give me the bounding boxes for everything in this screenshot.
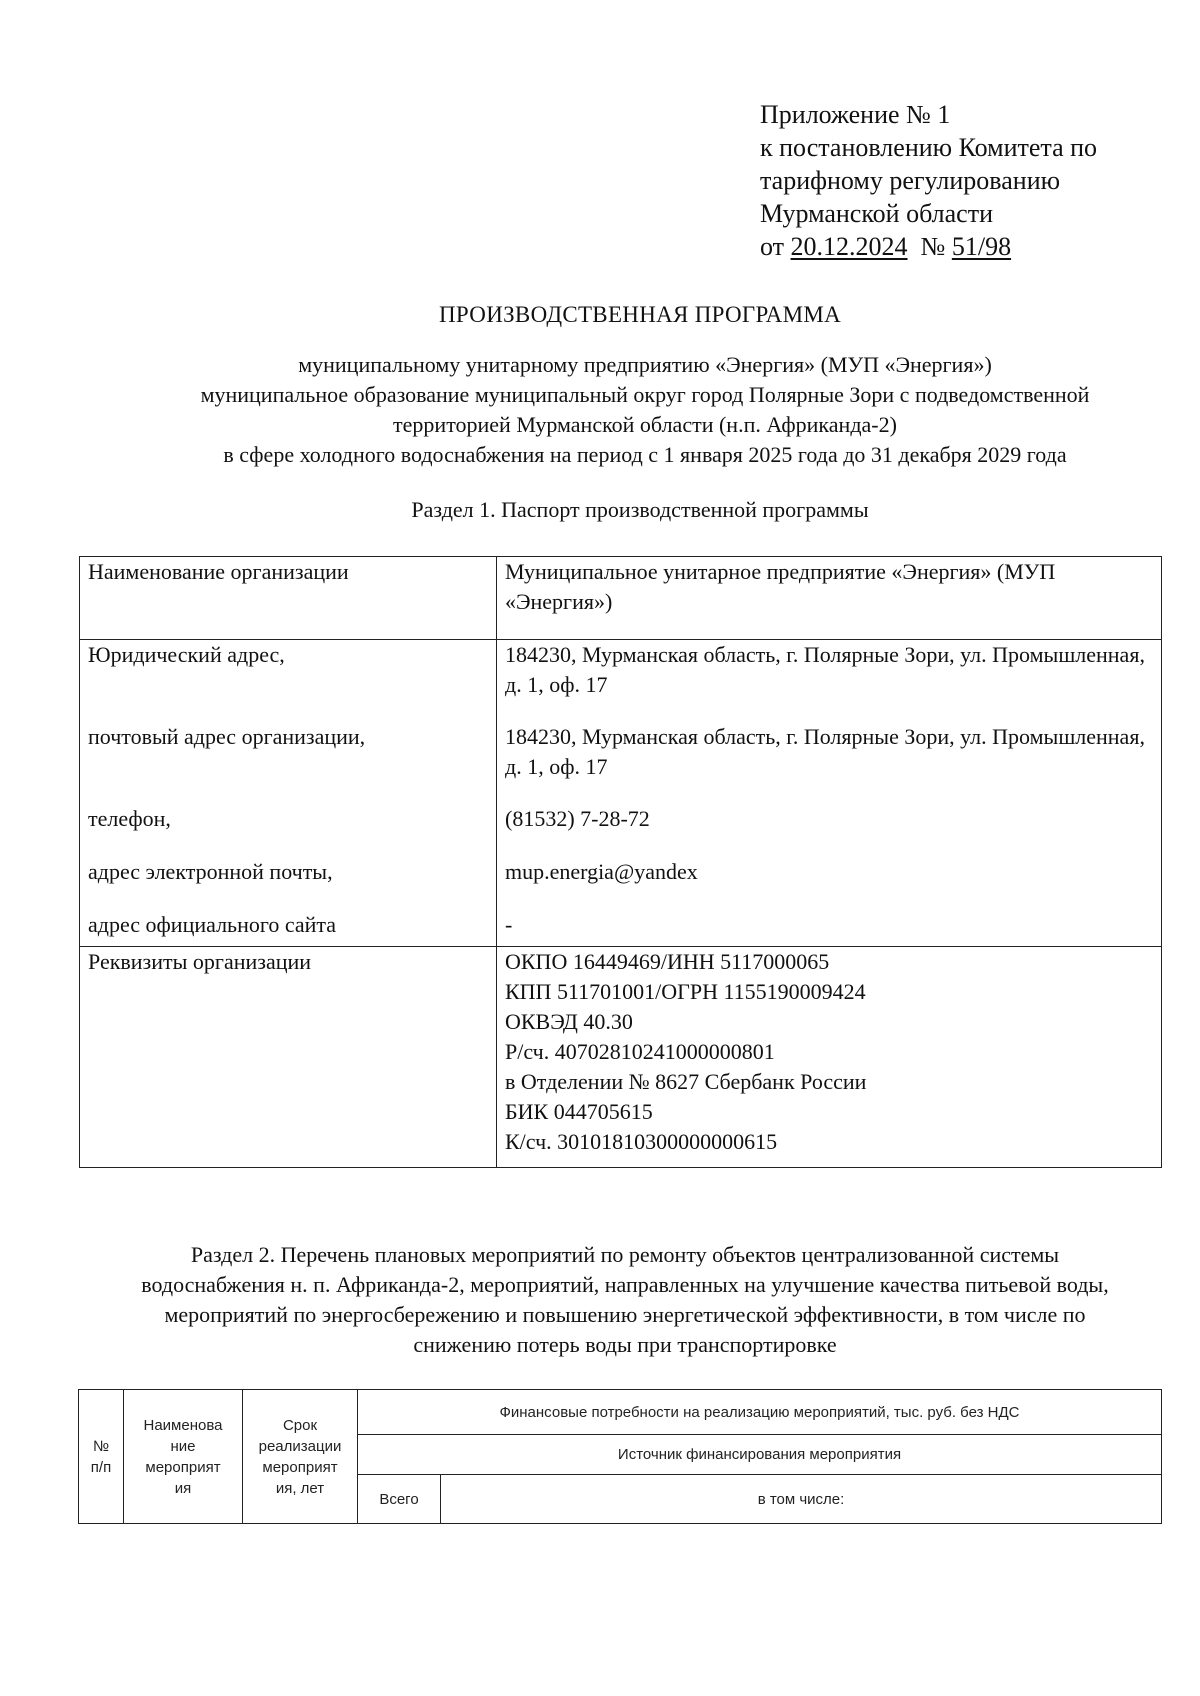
site-value: - — [505, 912, 513, 937]
table-row — [79, 1390, 1162, 1435]
subtitle-line: территорией Мурманской области (н.п. Африканда-2) — [393, 412, 897, 437]
header-text: Наименова — [143, 1416, 223, 1434]
phone-label: телефон, — [88, 806, 171, 831]
table-row — [80, 557, 1162, 640]
requisite-line: БИК 044705615 — [505, 1099, 653, 1124]
total-header: Всего — [358, 1475, 441, 1524]
org-name-value: Муниципальное унитарное предприятие «Энергия» (МУП «Энергия») — [505, 559, 1056, 614]
header-text: № — [92, 1437, 110, 1455]
number-prefix: № — [920, 232, 952, 261]
table-row — [80, 640, 1162, 947]
table-cell — [497, 557, 1162, 640]
resolution-date: 20.12.2024 — [790, 232, 908, 261]
section1-title: Раздел 1. Паспорт производственной программы — [411, 497, 869, 522]
legal-address-label: Юридический адрес, — [88, 642, 285, 667]
header-text: ия — [174, 1479, 192, 1497]
appendix-line: Мурманской области — [760, 199, 993, 228]
appendix-line: тарифному регулированию — [760, 166, 1061, 195]
requisites-list — [497, 947, 1162, 1168]
header-text: ние — [170, 1437, 196, 1455]
table-cell — [80, 557, 497, 640]
requisites-label: Реквизиты организации — [88, 949, 312, 974]
table-cell — [497, 640, 1162, 947]
passport-table — [79, 556, 1162, 1168]
header-text: реализации — [258, 1437, 342, 1455]
requisite-line: КПП 511701001/ОГРН 1155190009424 — [505, 979, 866, 1004]
header-text: ия, лет — [275, 1479, 325, 1497]
requisite-line: Р/сч. 40702810241000000801 — [505, 1039, 775, 1064]
email-value: mup.energia@yandex — [505, 859, 698, 884]
fin-needs-header: Финансовые потребности на реализацию мероприятий, тыс. руб. без НДС — [358, 1390, 1162, 1435]
org-name-label: Наименование организации — [88, 559, 349, 584]
document-subtitle — [115, 350, 1175, 470]
including-header: в том числе: — [441, 1475, 1162, 1524]
subtitle-line: муниципальное образование муниципальный округ город Полярные Зори с подведомственной — [200, 382, 1090, 407]
source-header: Источник финансирования мероприятия — [358, 1435, 1162, 1475]
section2-line: Раздел 2. Перечень плановых мероприятий по ремонту объектов централизованной системы — [190, 1242, 1060, 1267]
postal-address-label: почтовый адрес организации, — [88, 724, 366, 749]
section2-title — [70, 1240, 1180, 1360]
col-term-header — [243, 1390, 358, 1524]
col-number-header — [79, 1390, 124, 1524]
table-cell — [80, 947, 497, 1168]
legal-address-value: 184230, Мурманская область, г. Полярные Зори, ул. Промышленная, д. 1, оф. 17 — [505, 642, 1145, 697]
date-prefix: от — [760, 232, 791, 261]
requisite-line: ОКВЭД 40.30 — [505, 1009, 633, 1034]
col-name-header — [124, 1390, 243, 1524]
header-text: п/п — [90, 1458, 112, 1476]
requisite-line: К/сч. 30101810300000000615 — [505, 1129, 778, 1154]
plan-table — [78, 1389, 1162, 1524]
appendix-line: к постановлению Комитета по — [760, 133, 1098, 162]
appendix-line: Приложение № 1 — [760, 100, 951, 129]
requisite-line: в Отделении № 8627 Сбербанк России — [505, 1069, 867, 1094]
appendix-header — [760, 98, 1097, 263]
section2-line: мероприятий по энергосбережению и повышению энергетической эффективности, в том числе по — [164, 1302, 1086, 1327]
document-title: ПРОИЗВОДСТВЕННАЯ ПРОГРАММА — [439, 302, 841, 327]
section2-line: водоснабжения н. п. Африканда-2, мероприятий, направленных на улучшение качества питьевой воды, — [141, 1272, 1109, 1297]
appendix-date-line — [760, 230, 1097, 263]
header-text: мероприят — [262, 1458, 338, 1476]
email-label: адрес электронной почты, — [88, 859, 333, 884]
table-row — [80, 947, 1162, 1168]
section2-line: снижению потерь воды при транспортировке — [413, 1332, 837, 1357]
phone-value: (81532) 7-28-72 — [505, 806, 650, 831]
table-cell — [80, 640, 497, 947]
site-label: адрес официального сайта — [88, 912, 337, 937]
requisite-line: ОКПО 16449469/ИНН 5117000065 — [505, 949, 830, 974]
header-text: мероприят — [145, 1458, 221, 1476]
postal-address-value: 184230, Мурманская область, г. Полярные Зори, ул. Промышленная, д. 1, оф. 17 — [505, 724, 1145, 779]
subtitle-line: в сфере холодного водоснабжения на период с 1 января 2025 года до 31 декабря 2029 года — [223, 442, 1067, 467]
header-text: Срок — [282, 1416, 318, 1434]
subtitle-line: муниципальному унитарному предприятию «Энергия» (МУП «Энергия») — [298, 352, 992, 377]
resolution-number: 51/98 — [951, 232, 1012, 261]
